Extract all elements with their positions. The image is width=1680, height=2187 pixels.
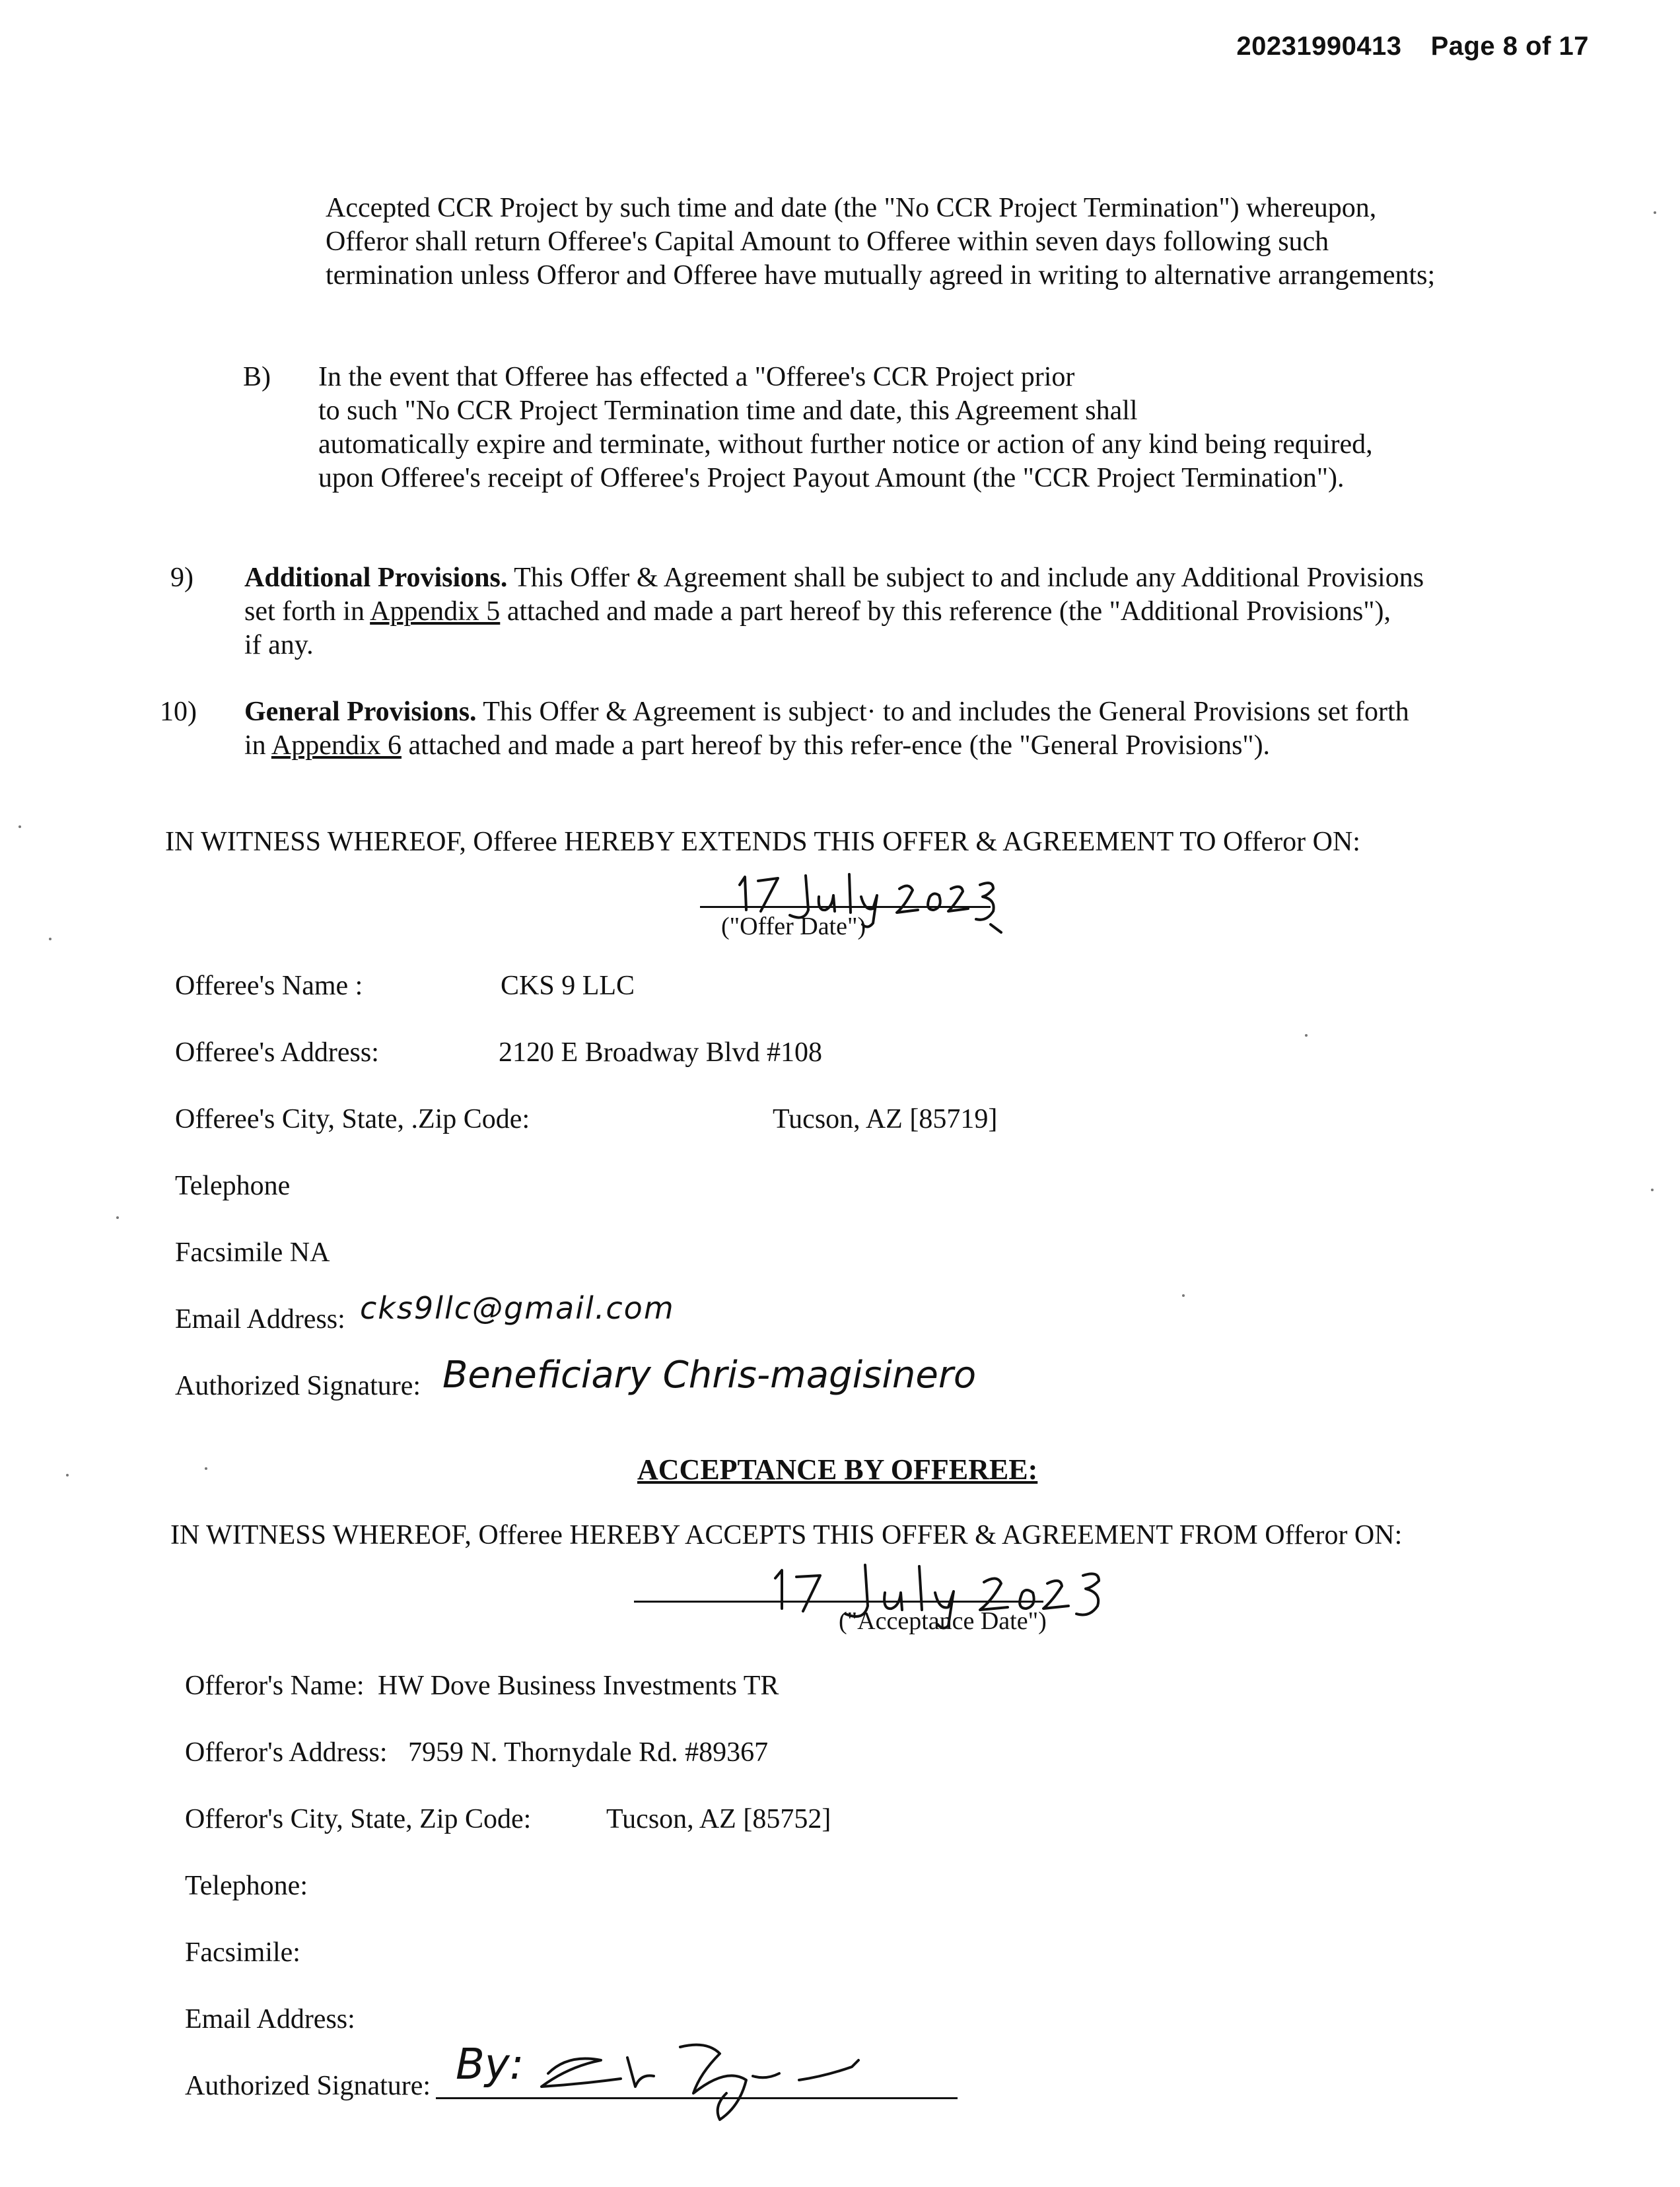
offer-witness-statement: IN WITNESS WHEREOF, Offeree HEREBY EXTENDS THIS OFFER & AGREEMENT TO Offeror ON: bbox=[165, 827, 1360, 857]
scan-speck bbox=[116, 1216, 119, 1219]
scan-speck bbox=[1654, 211, 1656, 214]
section-9-text-post: attached and made a part hereof by this reference (the "Additional Provisions"), bbox=[500, 596, 1391, 627]
offeror-email-label: Email Address: bbox=[185, 2004, 355, 2034]
offeror-signature-label: Authorized Signature: bbox=[185, 2071, 431, 2101]
offeree-address-value: 2120 E Broadway Blvd #108 bbox=[499, 1037, 822, 1068]
scan-speck bbox=[1182, 1294, 1185, 1297]
offeror-address-value: 7959 N. Thornydale Rd. #89367 bbox=[408, 1737, 769, 1768]
section-9-line-1 bbox=[244, 561, 1424, 595]
section-9-line-2 bbox=[244, 595, 1391, 629]
offeree-name-value: CKS 9 LLC bbox=[501, 971, 635, 1001]
scan-speck bbox=[1305, 1034, 1308, 1037]
section-b-marker: B) bbox=[243, 362, 271, 392]
scan-speck bbox=[1651, 1189, 1654, 1191]
offeror-signature-scribble bbox=[528, 2021, 885, 2126]
offeror-telephone-label: Telephone: bbox=[185, 1871, 308, 1901]
page-number: Page 8 of 17 bbox=[1430, 32, 1589, 61]
appendix-5-reference: Appendix 5 bbox=[370, 596, 501, 627]
offeror-address-label: Offeror's Address: bbox=[185, 1737, 388, 1768]
offeror-fax-label: Facsimile: bbox=[185, 1937, 300, 1968]
offeror-city-label: Offeror's City, State, Zip Code: bbox=[185, 1804, 532, 1834]
offeree-signature-label: Authorized Signature: bbox=[175, 1371, 421, 1401]
section-9-text-pre: set forth in bbox=[244, 596, 370, 627]
offeree-city-value: Tucson, AZ [85719] bbox=[773, 1104, 998, 1134]
offeree-email-label: Email Address: bbox=[175, 1304, 345, 1335]
offeror-name-label: Offeror's Name: bbox=[185, 1671, 365, 1701]
acceptance-date-caption: ("Acceptance Date") bbox=[839, 1607, 1047, 1635]
continuation-line-3: termination unless Offeror and Offeree have mutually agreed in writing to alternative arrangements; bbox=[326, 260, 1436, 291]
offeree-city-label: Offeree's City, State, .Zip Code: bbox=[175, 1104, 530, 1134]
section-9-text: This Offer & Agreement shall be subject to and include any Additional Provisions bbox=[507, 563, 1424, 593]
offer-date-caption: ("Offer Date") bbox=[721, 913, 866, 940]
offeree-fax-label: Facsimile NA bbox=[175, 1237, 330, 1268]
document-number: 20231990413 bbox=[1236, 32, 1402, 61]
scan-speck bbox=[18, 825, 21, 828]
page-header bbox=[1236, 32, 1589, 61]
offeree-name-label: Offeree's Name : bbox=[175, 971, 363, 1001]
section-9-title: Additional Provisions. bbox=[244, 563, 508, 593]
section-b-line-3: automatically expire and terminate, without further notice or action of any kind being required, bbox=[318, 429, 1373, 460]
section-b-line-2: to such "No CCR Project Termination time and date, this Agreement shall bbox=[318, 396, 1138, 426]
section-10-text-pre: in bbox=[244, 730, 271, 761]
scan-speck bbox=[49, 938, 52, 940]
scan-speck bbox=[66, 1474, 69, 1476]
acceptance-heading: ACCEPTANCE BY OFFEREE: bbox=[637, 1453, 1038, 1486]
offeree-address-label: Offeree's Address: bbox=[175, 1037, 379, 1068]
section-10-line-1 bbox=[244, 695, 1409, 729]
acceptance-witness-statement: IN WITNESS WHEREOF, Offeree HEREBY ACCEPTS THIS OFFER & AGREEMENT FROM Offeror ON: bbox=[170, 1520, 1403, 1550]
continuation-line-2: Offeror shall return Offeree's Capital Amount to Offeree within seven days following such bbox=[326, 226, 1329, 257]
offeree-signature-handwriting: Beneficiary Chris-magisinero bbox=[442, 1354, 977, 1397]
section-10-text: This Offer & Agreement is subject· to and includes the General Provisions set forth bbox=[476, 697, 1409, 727]
section-10-line-2 bbox=[244, 729, 1270, 763]
section-9-number: 9) bbox=[170, 563, 193, 593]
section-b-line-1: In the event that Offeree has effected a "Offeree's CCR Project prior bbox=[318, 362, 1075, 392]
section-9-line-3: if any. bbox=[244, 630, 314, 660]
section-10-text-post: attached and made a part hereof by this refer-ence (the "General Provisions"). bbox=[402, 730, 1271, 761]
offeree-email-handwriting: cks9llc@gmail.com bbox=[360, 1290, 675, 1326]
scan-speck bbox=[205, 1467, 207, 1470]
section-10-title: General Provisions. bbox=[244, 697, 477, 727]
offeree-telephone-label: Telephone bbox=[175, 1171, 291, 1201]
offeror-name-value: HW Dove Business Investments TR bbox=[378, 1671, 779, 1701]
section-10-number: 10) bbox=[160, 697, 197, 727]
appendix-6-reference: Appendix 6 bbox=[271, 730, 402, 761]
offeror-city-value: Tucson, AZ [85752] bbox=[606, 1804, 831, 1834]
continuation-line-1: Accepted CCR Project by such time and date (the "No CCR Project Termination") whereupon, bbox=[326, 193, 1377, 223]
offeror-signature-prefix: By: bbox=[456, 2040, 524, 2089]
section-b-line-4: upon Offeree's receipt of Offeree's Project Payout Amount (the "CCR Project Termination"). bbox=[318, 463, 1345, 493]
